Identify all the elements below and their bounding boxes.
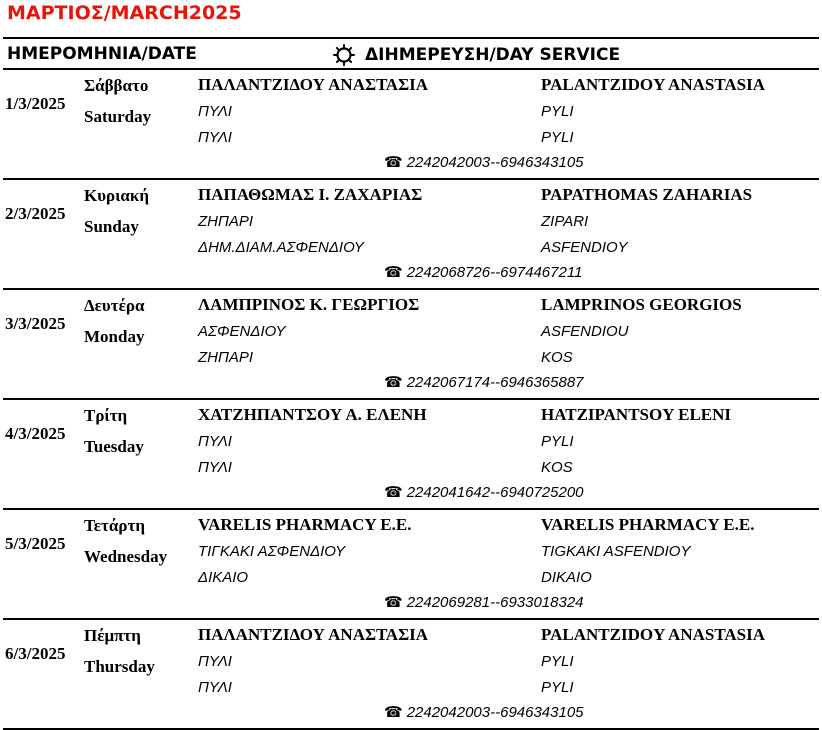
row-date: 5/3/2025 bbox=[5, 534, 66, 553]
schedule-row bbox=[3, 70, 819, 180]
location-greek-2: ΠΥΛΙ bbox=[198, 679, 232, 696]
location-greek-1: ΠΥΛΙ bbox=[198, 103, 232, 120]
location-greek-2: ΖΗΠΑΡΙ bbox=[198, 349, 254, 366]
schedule-row bbox=[3, 400, 819, 510]
row-day-english: Tuesday bbox=[84, 437, 144, 456]
phone-icon: ☎ bbox=[384, 704, 403, 721]
day-service-label: ΔΙΗΜΕΡΕΥΣΗ/DAY SERVICE bbox=[365, 45, 621, 65]
row-date: 1/3/2025 bbox=[5, 94, 66, 113]
pharmacy-name-english: PALANTZIDOY ANASTASIA bbox=[541, 75, 766, 94]
table-header bbox=[3, 37, 819, 70]
location-greek-2: ΠΥΛΙ bbox=[198, 459, 232, 476]
row-day-english: Thursday bbox=[84, 657, 155, 676]
phone-numbers: 2242041642--6940725200 bbox=[406, 483, 584, 501]
row-day-english: Wednesday bbox=[84, 547, 168, 566]
row-day-greek: Δευτέρα bbox=[84, 296, 145, 315]
pharmacy-name-english: LAMPRINOS GEORGIOS bbox=[541, 295, 742, 314]
pharmacy-name-english: HATZIPANTSOY ELENI bbox=[541, 405, 732, 424]
pharmacy-name-greek: ΠΑΛΑΝΤΖΙΔΟΥ ΑΝΑΣΤΑΣΙΑ bbox=[198, 75, 429, 94]
row-day-greek: Πέμπτη bbox=[84, 626, 141, 645]
phone-icon: ☎ bbox=[384, 484, 403, 501]
phone-icon: ☎ bbox=[384, 594, 403, 611]
location-greek-1: ΤΙΓΚΑΚΙ ΑΣΦΕΝΔΙΟΥ bbox=[198, 543, 346, 560]
phone-numbers: 2242069281--6933018324 bbox=[406, 593, 584, 611]
location-greek-1: ΑΣΦΕΝΔΙΟΥ bbox=[198, 323, 286, 340]
location-english-1: PYLI bbox=[541, 103, 574, 120]
location-english-1: TIGKAKI ASFENDIOY bbox=[541, 543, 691, 560]
schedule-row bbox=[3, 290, 819, 400]
location-greek-1: ΠΥΛΙ bbox=[198, 433, 232, 450]
row-day-greek: Σάββατο bbox=[84, 76, 149, 95]
pharmacy-name-greek: ΧΑΤΖΗΠΑΝΤΣΟΥ Α. ΕΛΕΝΗ bbox=[198, 405, 427, 424]
row-day-greek: Κυριακή bbox=[84, 186, 149, 205]
pharmacy-name-greek: ΠΑΠΑΘΩΜΑΣ Ι. ΖΑΧΑΡΙΑΣ bbox=[198, 185, 423, 204]
phone-numbers: 2242042003--6946343105 bbox=[406, 153, 584, 171]
phone-numbers: 2242068726--6974467211 bbox=[406, 263, 583, 281]
location-english-2: PYLI bbox=[541, 129, 574, 146]
pharmacy-name-greek: ΛΑΜΠΡΙΝΟΣ Κ. ΓΕΩΡΓΙΟΣ bbox=[198, 295, 420, 314]
schedule-row bbox=[3, 510, 819, 620]
location-english-1: ASFENDIOU bbox=[541, 323, 629, 340]
location-english-2: PYLI bbox=[541, 679, 574, 696]
pharmacy-name-english: PALANTZIDOY ANASTASIA bbox=[541, 625, 766, 644]
pharmacy-name-english: VARELIS PHARMACY E.E. bbox=[541, 515, 755, 534]
phone-line bbox=[384, 593, 584, 611]
location-greek-2: ΔΙΚΑΙΟ bbox=[198, 569, 249, 586]
row-day-greek: Τρίτη bbox=[84, 406, 128, 425]
phone-line bbox=[384, 703, 584, 721]
row-date: 6/3/2025 bbox=[5, 644, 66, 663]
day-service-column-header bbox=[333, 44, 620, 66]
row-day-english: Monday bbox=[84, 327, 145, 346]
row-day-greek: Τετάρτη bbox=[84, 516, 145, 535]
location-greek-1: ΠΥΛΙ bbox=[198, 653, 232, 670]
location-english-1: ZIPARI bbox=[541, 213, 589, 230]
phone-line bbox=[384, 263, 582, 281]
date-column-header: ΗΜΕΡΟΜΗΝΙΑ/DATE bbox=[7, 44, 197, 64]
row-date: 2/3/2025 bbox=[5, 204, 66, 223]
phone-numbers: 2242067174--6946365887 bbox=[406, 373, 584, 391]
row-day-english: Saturday bbox=[84, 107, 152, 126]
phone-icon: ☎ bbox=[384, 154, 403, 171]
schedule-row bbox=[3, 620, 819, 730]
phone-line bbox=[384, 153, 584, 171]
location-greek-2: ΠΥΛΙ bbox=[198, 129, 232, 146]
row-date: 3/3/2025 bbox=[5, 314, 66, 333]
phone-icon: ☎ bbox=[384, 374, 403, 391]
phone-numbers: 2242042003--6946343105 bbox=[406, 703, 584, 721]
phone-line bbox=[384, 483, 584, 501]
phone-icon: ☎ bbox=[384, 264, 403, 281]
location-greek-1: ΖΗΠΑΡΙ bbox=[198, 213, 254, 230]
location-english-2: ASFENDIOY bbox=[541, 239, 628, 256]
location-english-2: DIKAIO bbox=[541, 569, 592, 586]
location-english-2: KOS bbox=[541, 459, 573, 476]
phone-line bbox=[384, 373, 584, 391]
schedule-row bbox=[3, 180, 819, 290]
location-english-1: PYLI bbox=[541, 653, 574, 670]
schedule-list bbox=[3, 70, 819, 730]
location-greek-2: ΔΗΜ.ΔΙΑΜ.ΑΣΦΕΝΔΙΟΥ bbox=[198, 239, 364, 256]
pharmacy-name-greek: VARELIS PHARMACY E.E. bbox=[198, 515, 412, 534]
row-day-english: Sunday bbox=[84, 217, 139, 236]
row-date: 4/3/2025 bbox=[5, 424, 66, 443]
location-english-1: PYLI bbox=[541, 433, 574, 450]
sun-icon bbox=[333, 44, 355, 66]
location-english-2: KOS bbox=[541, 349, 573, 366]
pharmacy-name-english: PAPATHOMAS ZAHARIAS bbox=[541, 185, 753, 204]
page-title: ΜΑΡΤΙΟΣ/MARCH2025 bbox=[7, 2, 242, 24]
pharmacy-name-greek: ΠΑΛΑΝΤΖΙΔΟΥ ΑΝΑΣΤΑΣΙΑ bbox=[198, 625, 429, 644]
